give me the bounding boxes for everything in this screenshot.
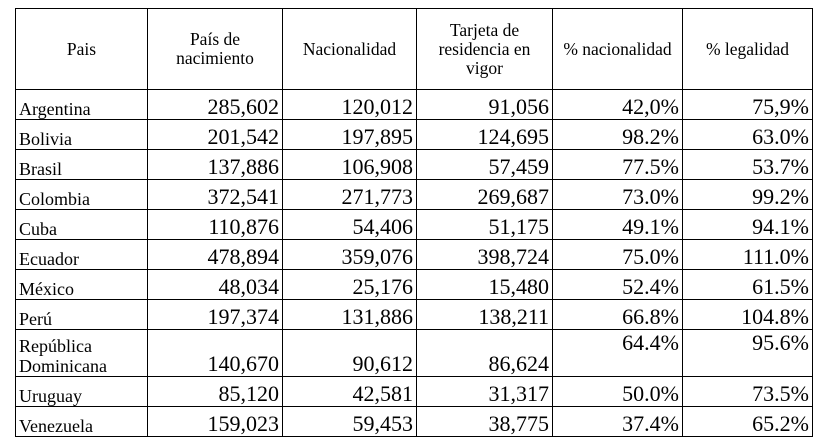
cell-nacionalidad: 90,612	[283, 330, 417, 377]
cell-residencia: 86,624	[417, 330, 553, 377]
cell-pais: Uruguay	[16, 377, 148, 407]
table-row	[16, 90, 813, 120]
cell-nacionalidad: 271,773	[283, 180, 417, 210]
cell-pct-nac: 50.0%	[553, 377, 683, 407]
cell-pct-leg: 95.6%	[683, 330, 813, 377]
cell-nacimiento: 478,894	[148, 240, 283, 270]
cell-nacionalidad: 54,406	[283, 210, 417, 240]
cell-pct-nac: 64.4%	[553, 330, 683, 377]
cell-pais: Bolivia	[16, 120, 148, 150]
cell-pct-leg: 61.5%	[683, 270, 813, 300]
cell-pais: Argentina	[16, 90, 148, 120]
table-row	[16, 210, 813, 240]
cell-nacimiento: 159,023	[148, 407, 283, 437]
cell-nacimiento: 201,542	[148, 120, 283, 150]
header-pais-de-nacimiento: País de nacimiento	[148, 9, 283, 90]
header-pct-legalidad: % legalidad	[683, 9, 813, 90]
cell-pais: México	[16, 270, 148, 300]
cell-residencia: 91,056	[417, 90, 553, 120]
cell-nacionalidad: 120,012	[283, 90, 417, 120]
cell-pct-nac: 73.0%	[553, 180, 683, 210]
cell-pais: Brasil	[16, 150, 148, 180]
cell-nacionalidad: 197,895	[283, 120, 417, 150]
table-row	[16, 377, 813, 407]
cell-pct-nac: 49.1%	[553, 210, 683, 240]
cell-nacimiento: 110,876	[148, 210, 283, 240]
cell-residencia: 15,480	[417, 270, 553, 300]
table-row	[16, 120, 813, 150]
cell-nacimiento: 140,670	[148, 330, 283, 377]
cell-pct-leg: 65.2%	[683, 407, 813, 437]
cell-pct-nac: 52.4%	[553, 270, 683, 300]
table-row	[16, 407, 813, 437]
table-body	[16, 90, 813, 437]
cell-pct-leg: 75,9%	[683, 90, 813, 120]
cell-nacionalidad: 131,886	[283, 300, 417, 330]
cell-residencia: 51,175	[417, 210, 553, 240]
cell-nacionalidad: 25,176	[283, 270, 417, 300]
data-table	[15, 8, 813, 437]
cell-pct-leg: 63.0%	[683, 120, 813, 150]
cell-pct-nac: 75.0%	[553, 240, 683, 270]
header-row	[16, 9, 813, 90]
cell-pct-leg: 104.8%	[683, 300, 813, 330]
cell-residencia: 398,724	[417, 240, 553, 270]
cell-pais: Cuba	[16, 210, 148, 240]
cell-pct-nac: 77.5%	[553, 150, 683, 180]
cell-pct-nac: 42,0%	[553, 90, 683, 120]
cell-nacimiento: 372,541	[148, 180, 283, 210]
cell-nacimiento: 48,034	[148, 270, 283, 300]
table-row	[16, 330, 813, 377]
header-tarjeta-de-residencia: Tarjeta de residencia en vigor	[417, 9, 553, 90]
cell-pct-leg: 99.2%	[683, 180, 813, 210]
cell-pais: Perú	[16, 300, 148, 330]
cell-pct-nac: 98.2%	[553, 120, 683, 150]
header-pais: Pais	[16, 9, 148, 90]
cell-pct-leg: 53.7%	[683, 150, 813, 180]
cell-pais: Colombia	[16, 180, 148, 210]
cell-pct-leg: 94.1%	[683, 210, 813, 240]
header-pct-nacionalidad: % nacionalidad	[553, 9, 683, 90]
cell-residencia: 269,687	[417, 180, 553, 210]
cell-nacionalidad: 359,076	[283, 240, 417, 270]
cell-residencia: 124,695	[417, 120, 553, 150]
header-nacionalidad: Nacionalidad	[283, 9, 417, 90]
cell-nacionalidad: 106,908	[283, 150, 417, 180]
cell-nacimiento: 85,120	[148, 377, 283, 407]
table-row	[16, 300, 813, 330]
cell-nacimiento: 137,886	[148, 150, 283, 180]
table-row	[16, 240, 813, 270]
cell-pais: Ecuador	[16, 240, 148, 270]
cell-pct-nac: 37.4%	[553, 407, 683, 437]
cell-residencia: 57,459	[417, 150, 553, 180]
cell-nacimiento: 285,602	[148, 90, 283, 120]
cell-residencia: 31,317	[417, 377, 553, 407]
cell-pct-leg: 73.5%	[683, 377, 813, 407]
cell-pct-nac: 66.8%	[553, 300, 683, 330]
cell-residencia: 138,211	[417, 300, 553, 330]
cell-nacionalidad: 59,453	[283, 407, 417, 437]
cell-nacionalidad: 42,581	[283, 377, 417, 407]
table-row	[16, 150, 813, 180]
cell-residencia: 38,775	[417, 407, 553, 437]
cell-nacimiento: 197,374	[148, 300, 283, 330]
cell-pct-leg: 111.0%	[683, 240, 813, 270]
table-row	[16, 180, 813, 210]
table-row	[16, 270, 813, 300]
cell-pais: Venezuela	[16, 407, 148, 437]
cell-pais: República Dominicana	[16, 330, 148, 377]
